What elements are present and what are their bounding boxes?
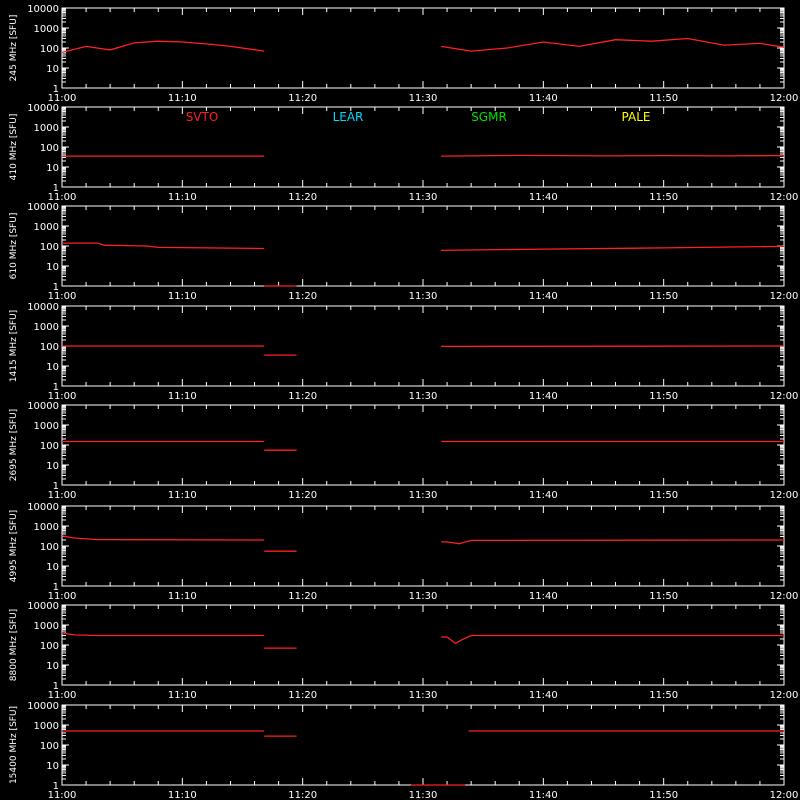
y-tick-label: 100 [39,741,59,752]
data-series [62,536,264,540]
x-tick-label: 11:10 [167,690,197,701]
x-tick-label: 11:30 [408,690,438,701]
y-tick-label: 10 [46,661,59,672]
x-tick-label: 11:20 [288,93,318,104]
y-tick-label: 1000 [33,222,59,233]
data-series [441,155,784,156]
x-tick-label: 11:50 [649,192,679,203]
legend-entry: PALE [621,110,651,124]
y-tick-label: 100 [39,342,59,353]
x-tick-label: 11:40 [528,591,558,602]
y-tick-label: 1 [52,582,59,593]
legend [186,110,651,124]
x-tick-label: 11:30 [408,490,438,501]
x-tick-label: 11:40 [528,391,558,402]
data-series [62,243,264,248]
y-tick-label: 10000 [27,401,59,412]
x-tick-label: 12:00 [769,391,799,402]
x-tick-label: 11:20 [288,192,318,203]
panel-frame [62,107,784,187]
x-tick-label: 12:00 [769,192,799,203]
x-tick-label: 11:50 [649,690,679,701]
y-axis-label: 2695 MHz [SFU] [9,408,19,482]
legend-entry: SGMR [471,110,507,124]
y-tick-label: 10 [46,461,59,472]
data-series [62,633,264,636]
x-tick-label: 11:40 [528,192,558,203]
y-tick-label: 10000 [27,103,59,114]
x-tick-label: 11:10 [167,490,197,501]
x-tick-label: 12:00 [769,591,799,602]
panel-frame [62,405,784,485]
y-tick-label: 100 [39,641,59,652]
y-tick-label: 100 [39,542,59,553]
data-series [441,39,784,52]
y-tick-label: 100 [39,242,59,253]
y-tick-label: 10 [46,262,59,273]
y-axis-label: 8800 MHz [SFU] [9,608,19,682]
x-tick-label: 11:10 [167,93,197,104]
y-tick-label: 10 [46,562,59,573]
x-tick-label: 11:30 [408,790,438,800]
x-tick-label: 11:00 [47,93,77,104]
y-tick-label: 1 [52,282,59,293]
x-tick-label: 11:40 [528,490,558,501]
y-axis-label: 1415 MHz [SFU] [9,309,19,383]
y-axis-label: 410 MHz [SFU] [9,113,19,181]
y-tick-label: 10000 [27,302,59,313]
x-tick-label: 11:30 [408,291,438,302]
panel-4 [9,302,798,402]
x-tick-label: 11:50 [649,291,679,302]
panel-frame [62,206,784,286]
y-tick-label: 1000 [33,123,59,134]
x-tick-label: 11:10 [167,192,197,203]
panel-5 [9,401,798,501]
y-tick-label: 10000 [27,502,59,513]
y-tick-label: 10000 [27,202,59,213]
legend-entry: SVTO [185,110,219,124]
x-tick-label: 11:00 [47,690,77,701]
x-tick-label: 11:30 [408,93,438,104]
panel-8 [9,701,798,800]
x-tick-label: 12:00 [769,490,799,501]
x-tick-label: 11:50 [649,490,679,501]
x-tick-label: 11:10 [167,591,197,602]
y-tick-label: 10 [46,362,59,373]
x-tick-label: 11:00 [47,790,77,800]
y-tick-label: 1 [52,781,59,792]
x-tick-label: 11:50 [649,591,679,602]
x-tick-label: 12:00 [769,291,799,302]
y-tick-label: 100 [39,44,59,55]
x-tick-label: 11:00 [47,391,77,402]
x-tick-label: 11:40 [528,690,558,701]
y-axis-label: 245 MHz [SFU] [9,14,19,82]
y-tick-label: 1 [52,183,59,194]
y-tick-label: 10000 [27,701,59,712]
x-tick-label: 11:30 [408,591,438,602]
x-tick-label: 11:20 [288,490,318,501]
y-tick-label: 1 [52,382,59,393]
x-tick-label: 11:20 [288,391,318,402]
x-tick-label: 11:00 [47,192,77,203]
y-tick-label: 1 [52,481,59,492]
y-tick-label: 10000 [27,4,59,15]
y-tick-label: 10 [46,163,59,174]
y-tick-label: 1 [52,84,59,95]
panel-1 [9,4,798,104]
x-tick-label: 11:20 [288,591,318,602]
y-tick-label: 1000 [33,721,59,732]
y-tick-label: 10 [46,761,59,772]
panel-frame [62,506,784,586]
panel-frame [62,8,784,88]
panel-frame [62,705,784,785]
y-tick-label: 10 [46,64,59,75]
y-tick-label: 1000 [33,522,59,533]
x-tick-label: 11:40 [528,291,558,302]
x-tick-label: 11:30 [408,391,438,402]
x-tick-label: 11:50 [649,391,679,402]
y-tick-label: 1000 [33,421,59,432]
y-axis-label: 610 MHz [SFU] [9,212,19,280]
y-tick-label: 1000 [33,621,59,632]
x-tick-label: 11:50 [649,93,679,104]
panel-frame [62,605,784,685]
x-tick-label: 12:00 [769,93,799,104]
x-tick-label: 11:40 [528,790,558,800]
y-tick-label: 100 [39,143,59,154]
y-axis-label: 4995 MHz [SFU] [9,509,19,583]
x-tick-label: 12:00 [769,690,799,701]
data-series [441,540,784,544]
x-tick-label: 11:40 [528,93,558,104]
x-tick-label: 11:10 [167,391,197,402]
y-tick-label: 1000 [33,24,59,35]
x-tick-label: 11:20 [288,790,318,800]
data-series [62,41,264,52]
panel-7 [9,601,798,701]
y-tick-label: 10000 [27,601,59,612]
x-tick-label: 11:00 [47,591,77,602]
y-tick-label: 1000 [33,322,59,333]
panel-3 [9,202,798,302]
x-tick-label: 11:30 [408,192,438,203]
y-tick-label: 100 [39,441,59,452]
x-tick-label: 11:50 [649,790,679,800]
legend-entry: LEAR [332,110,364,124]
x-tick-label: 11:10 [167,291,197,302]
x-tick-label: 11:10 [167,790,197,800]
x-tick-label: 11:00 [47,291,77,302]
data-series [441,246,784,250]
y-tick-label: 1 [52,681,59,692]
y-axis-label: 15400 MHz [SFU] [9,705,19,785]
x-tick-label: 11:20 [288,291,318,302]
panel-2 [9,103,798,203]
x-tick-label: 12:00 [769,790,799,800]
x-tick-label: 11:20 [288,690,318,701]
data-series [441,636,784,644]
panel-6 [9,502,798,602]
x-tick-label: 11:00 [47,490,77,501]
